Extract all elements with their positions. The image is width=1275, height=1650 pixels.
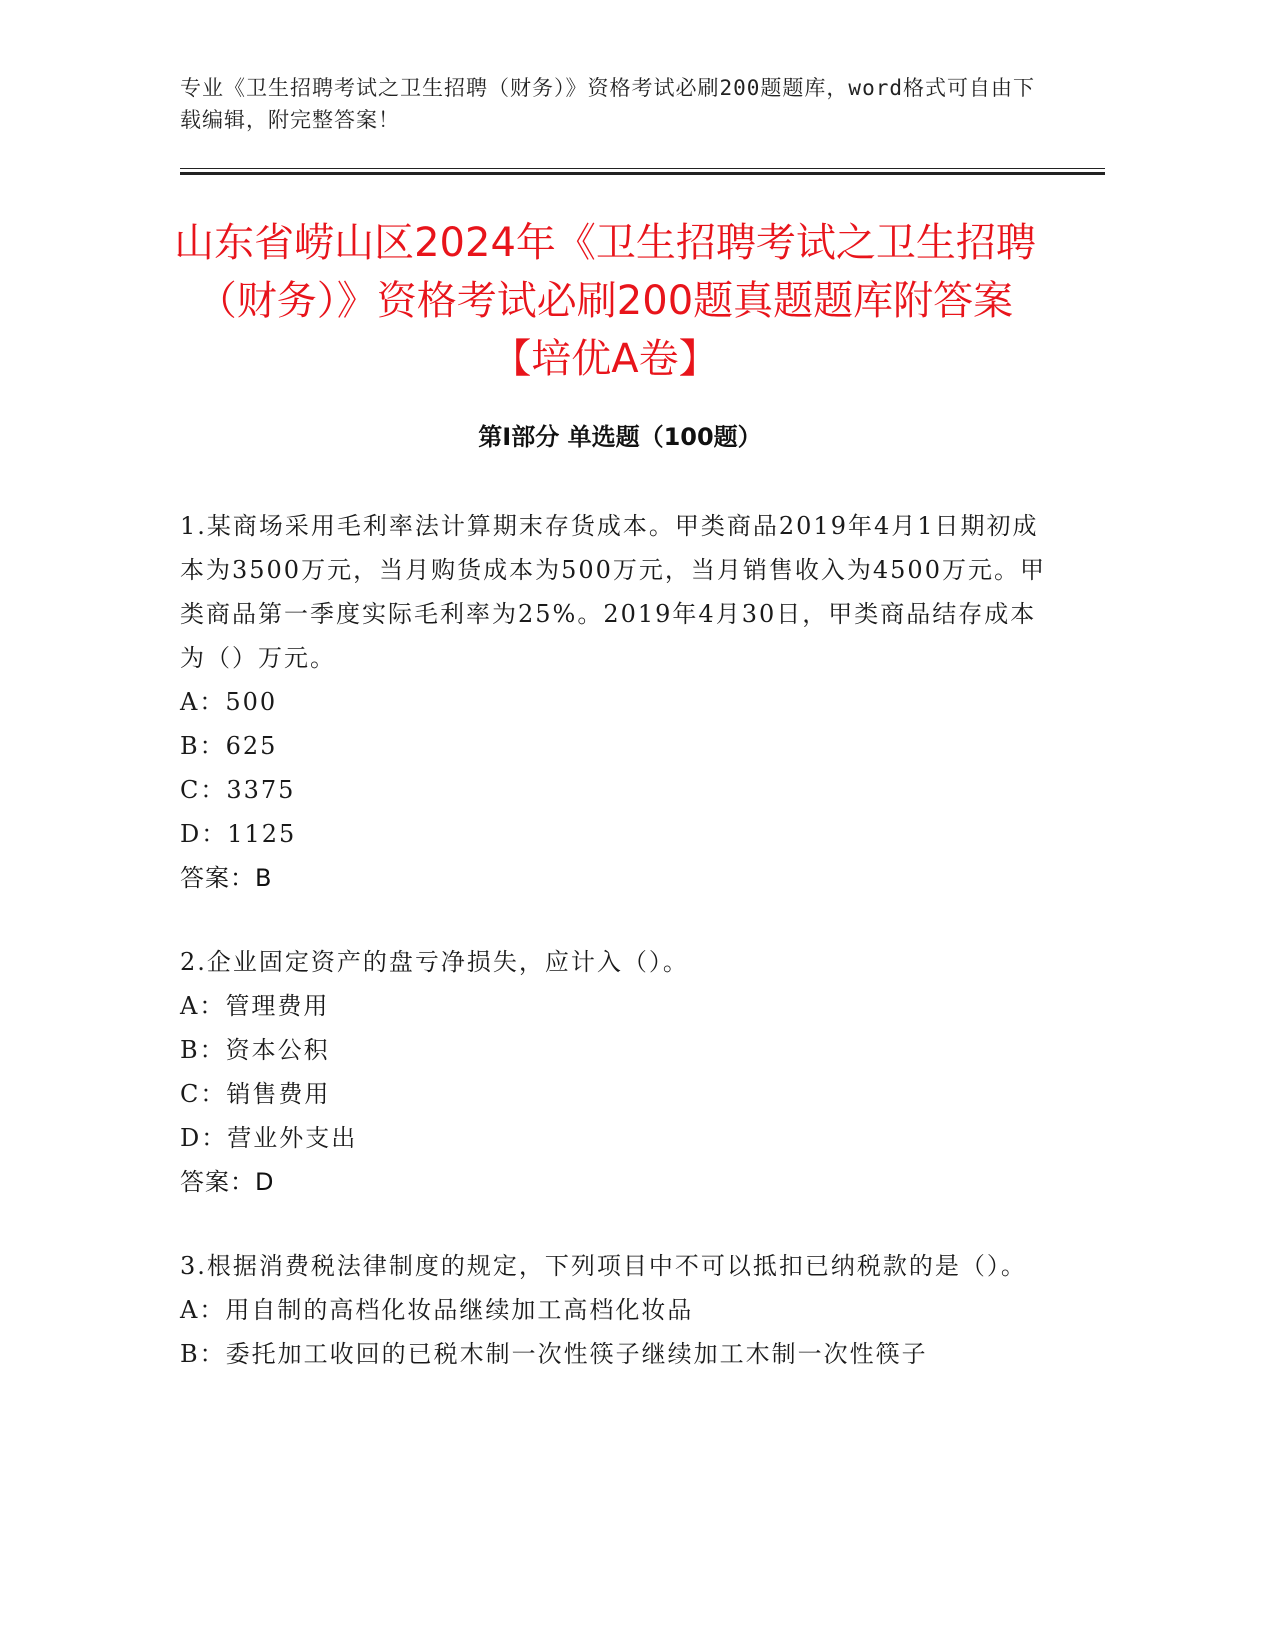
option-d: D：营业外支出 [180, 1124, 358, 1152]
header-divider-thin [180, 168, 1105, 169]
option-b: B：625 [180, 732, 278, 760]
option-a: A：用自制的高档化妆品继续加工高档化妆品 [180, 1296, 694, 1324]
option-a: A：500 [180, 688, 278, 716]
option-c: C：销售费用 [180, 1080, 331, 1108]
section-title: 第Ⅰ部分 单选题（100题） [478, 423, 762, 451]
question-stem: 1.某商场采用毛利率法计算期末存货成本。甲类商品2019年4月1日期初成本为3500万元，当月购货成本为500万元，当月销售收入为4500万元。甲类商品第一季度实际毛利率为25%。2019年4月30日，甲类商品结存成本为（）万元。 [180, 512, 1046, 672]
question-stem: 3.根据消费税法律制度的规定，下列项目中不可以抵扣已纳税款的是（）。 [180, 1252, 1027, 1280]
header-divider-thick [180, 172, 1105, 175]
option-a: A：管理费用 [180, 992, 330, 1020]
option-d: D：1125 [180, 820, 297, 848]
question-stem: 2.企业固定资产的盘亏净损失，应计入（）。 [180, 948, 689, 976]
question-1 [180, 504, 1060, 900]
header-note: 专业《卫生招聘考试之卫生招聘（财务）》资格考试必刷200题题库，word格式可自由下载编辑，附完整答案！ [180, 76, 1035, 132]
option-c: C：3375 [180, 776, 296, 804]
option-b: B：委托加工收回的已税木制一次性筷子继续加工木制一次性筷子 [180, 1340, 928, 1368]
question-2 [180, 940, 1060, 1204]
document-title: 山东省崂山区2024年《卫生招聘考试之卫生招聘（财务）》资格考试必刷200题真题题库附答案【培优A卷】 [174, 220, 1036, 382]
question-list [180, 504, 1060, 1416]
question-3 [180, 1244, 1060, 1376]
option-b: B：资本公积 [180, 1036, 330, 1064]
answer-line: 答案：D [180, 1168, 275, 1196]
answer-line: 答案：B [180, 864, 273, 892]
